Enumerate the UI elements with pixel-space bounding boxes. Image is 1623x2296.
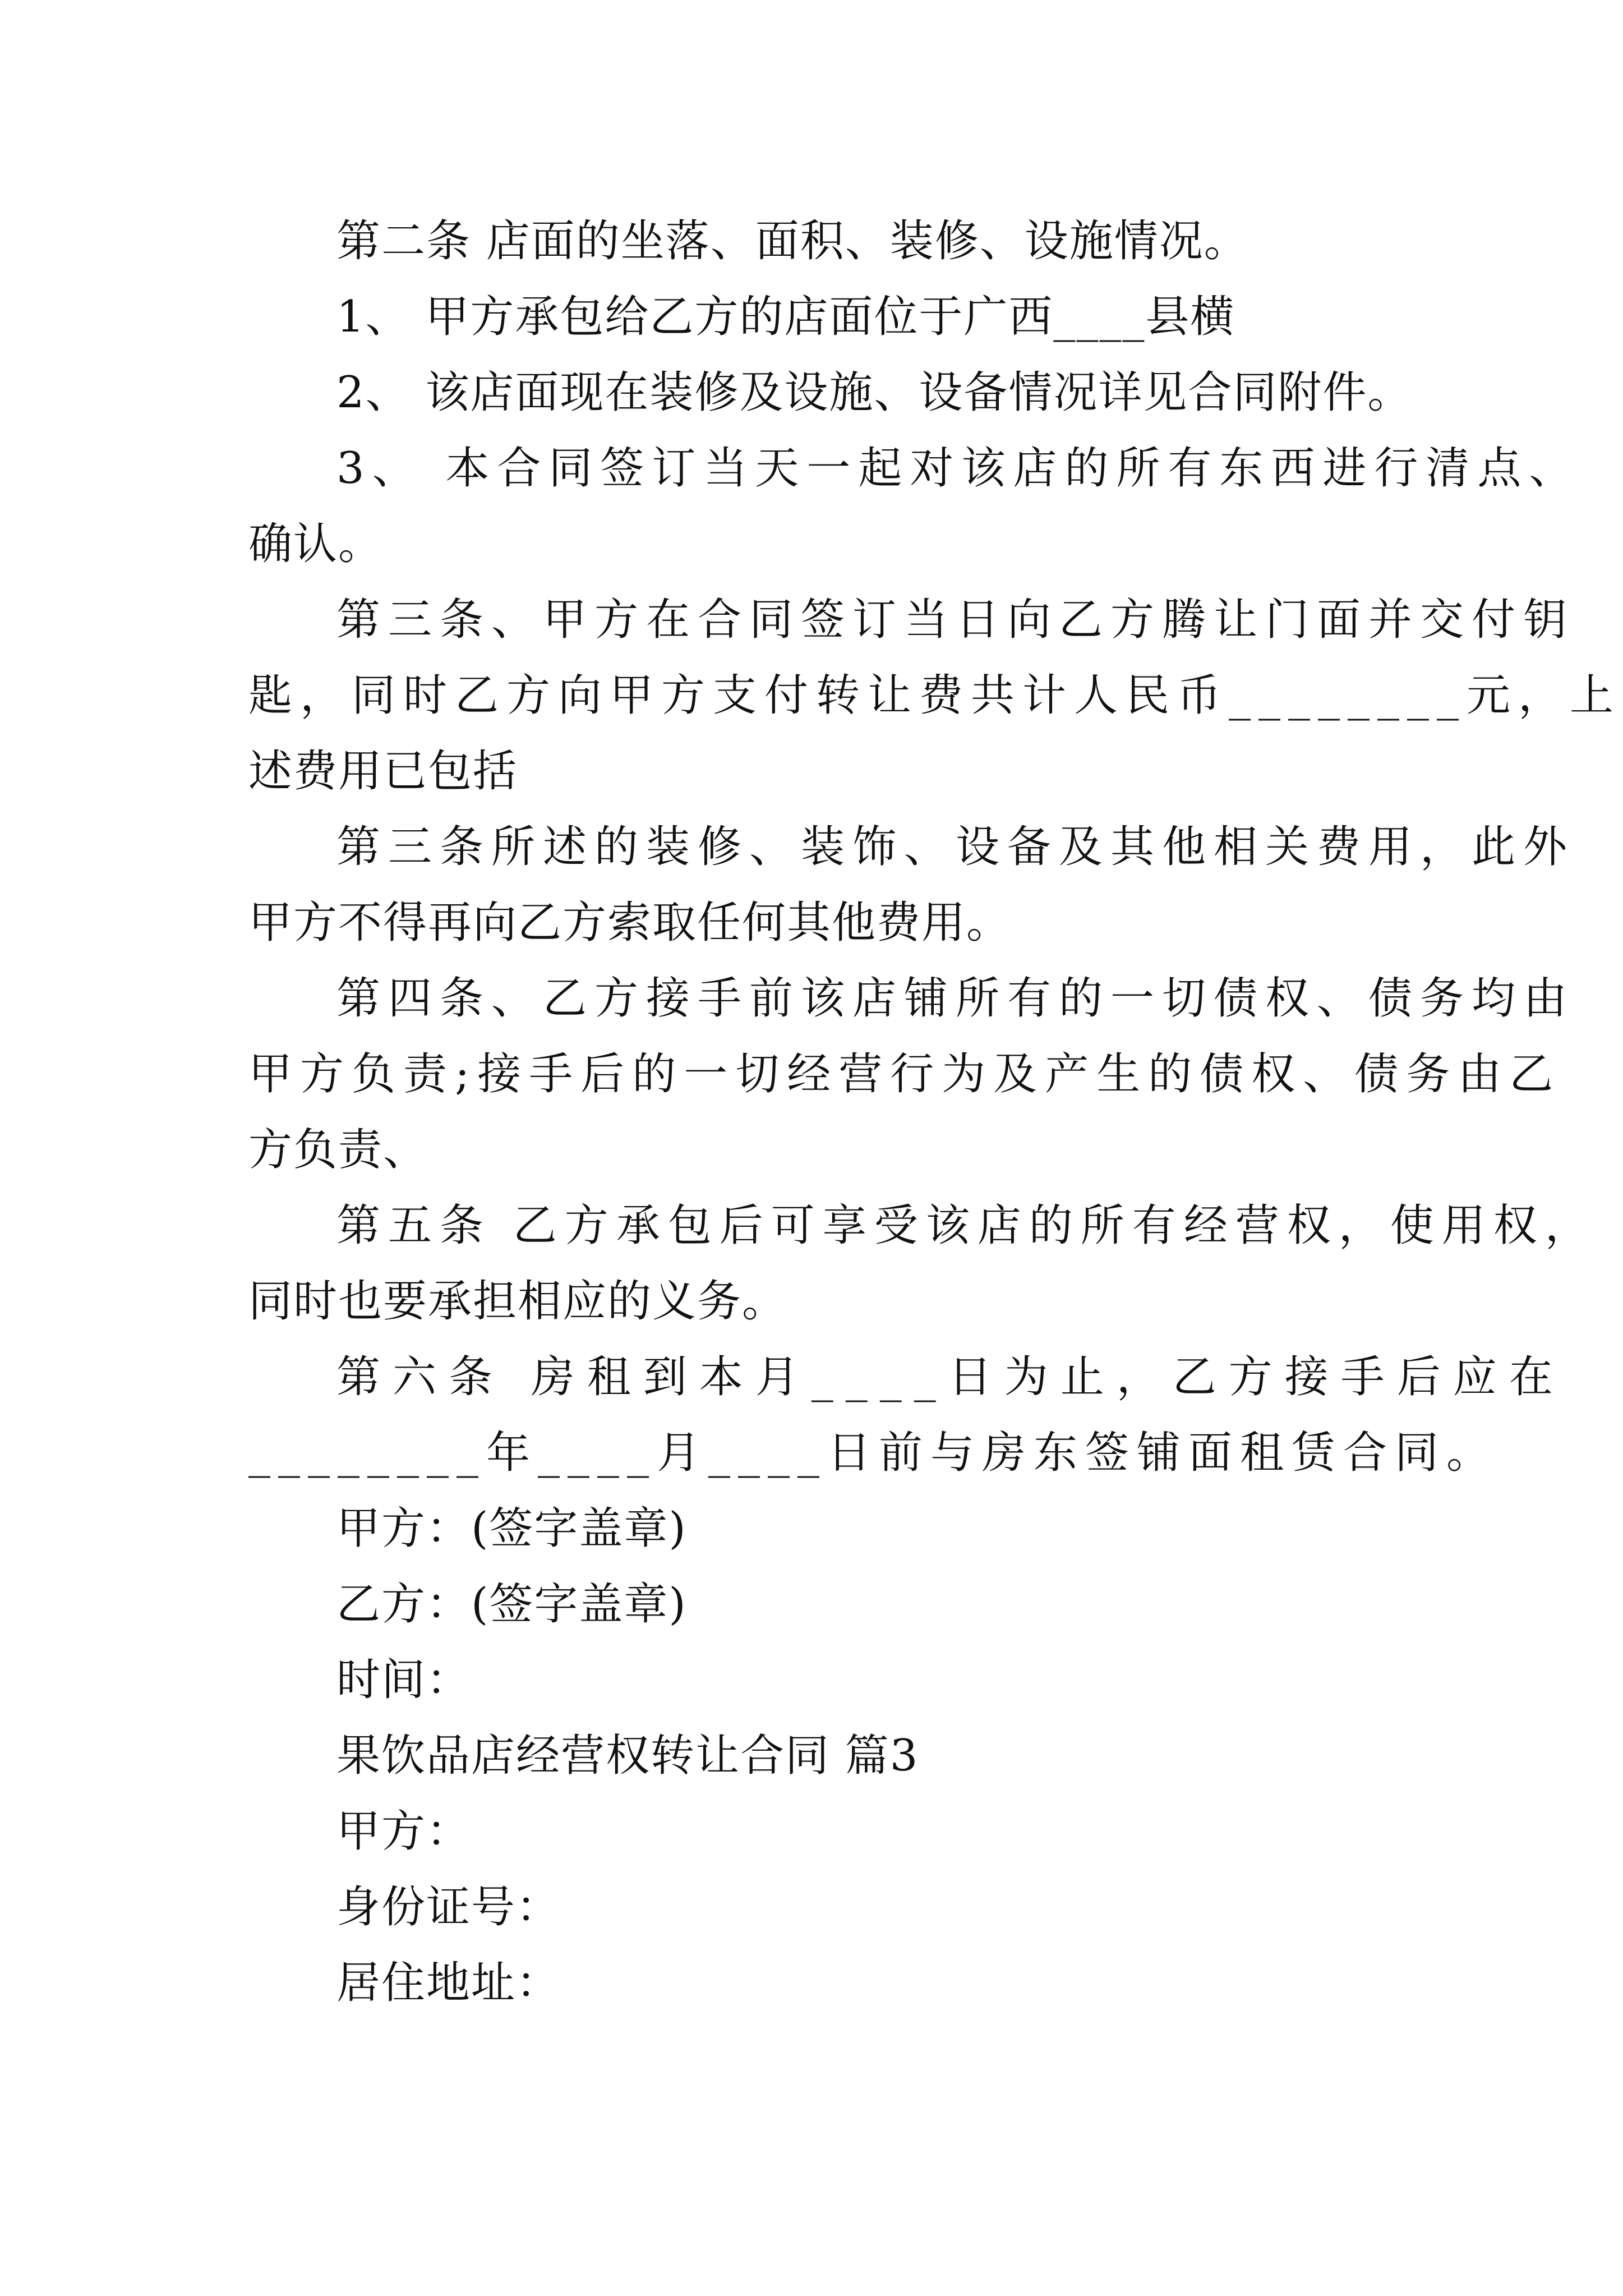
article-5-line-2: 同时也要承担相应的义务。	[248, 1276, 787, 1327]
article-3-supplement-line-2: 甲方不得再向乙方索取任何其他费用。	[248, 898, 1012, 948]
article-6-line-2: ________年____月____日前与房东签铺面租赁合同。	[248, 1428, 1498, 1478]
party-a-signature: 甲方：(签字盖章)	[336, 1503, 687, 1554]
party-a-label: 甲方：	[336, 1806, 472, 1857]
article-3-supplement-line-1: 第三条所述的装修、装饰、设备及其他相关费用，此外	[336, 822, 1575, 872]
id-number-label: 身份证号：	[336, 1882, 561, 1932]
party-b-signature: 乙方：(签字盖章)	[336, 1579, 687, 1630]
article-2-item-2: 2、 该店面现在装修及设施、设备情况详见合同附件。	[336, 367, 1413, 418]
section-title: 果饮品店经营权转让合同 篇3	[336, 1731, 919, 1781]
article-3-line-3: 述费用已包括	[248, 746, 518, 797]
article-2-item-3: 3、 本合同签订当天一起对该店的所有东西进行清点、	[336, 443, 1581, 494]
article-2-item-3-cont: 确认。	[248, 519, 384, 569]
article-5-line-1: 第五条 乙方承包后可享受该店的所有经营权，使用权，	[336, 1200, 1597, 1251]
article-6-line-1: 第六条 房租到本月____日为止，乙方接手后应在	[336, 1352, 1565, 1402]
article-4-line-1: 第四条、乙方接手前该店铺所有的一切债权、债务均由	[336, 973, 1575, 1024]
article-2-item-1: 1、 甲方承包给乙方的店面位于广西____县横	[336, 292, 1235, 342]
residential-address-label: 居住地址：	[336, 1958, 561, 2008]
date-label: 时间：	[336, 1655, 472, 1705]
article-2-heading: 第二条 店面的坐落、面积、装修、设施情况。	[336, 216, 1249, 266]
article-3-line-2: 匙，同时乙方向甲方支付转让费共计人民币________元，上	[248, 670, 1622, 721]
article-4-line-3: 方负责、	[248, 1125, 428, 1175]
article-3-line-1: 第三条、甲方在合同签订当日向乙方腾让门面并交付钥	[336, 595, 1575, 645]
article-4-line-2: 甲方负责;接手后的一切经营行为及产生的债权、债务由乙	[248, 1049, 1561, 1099]
